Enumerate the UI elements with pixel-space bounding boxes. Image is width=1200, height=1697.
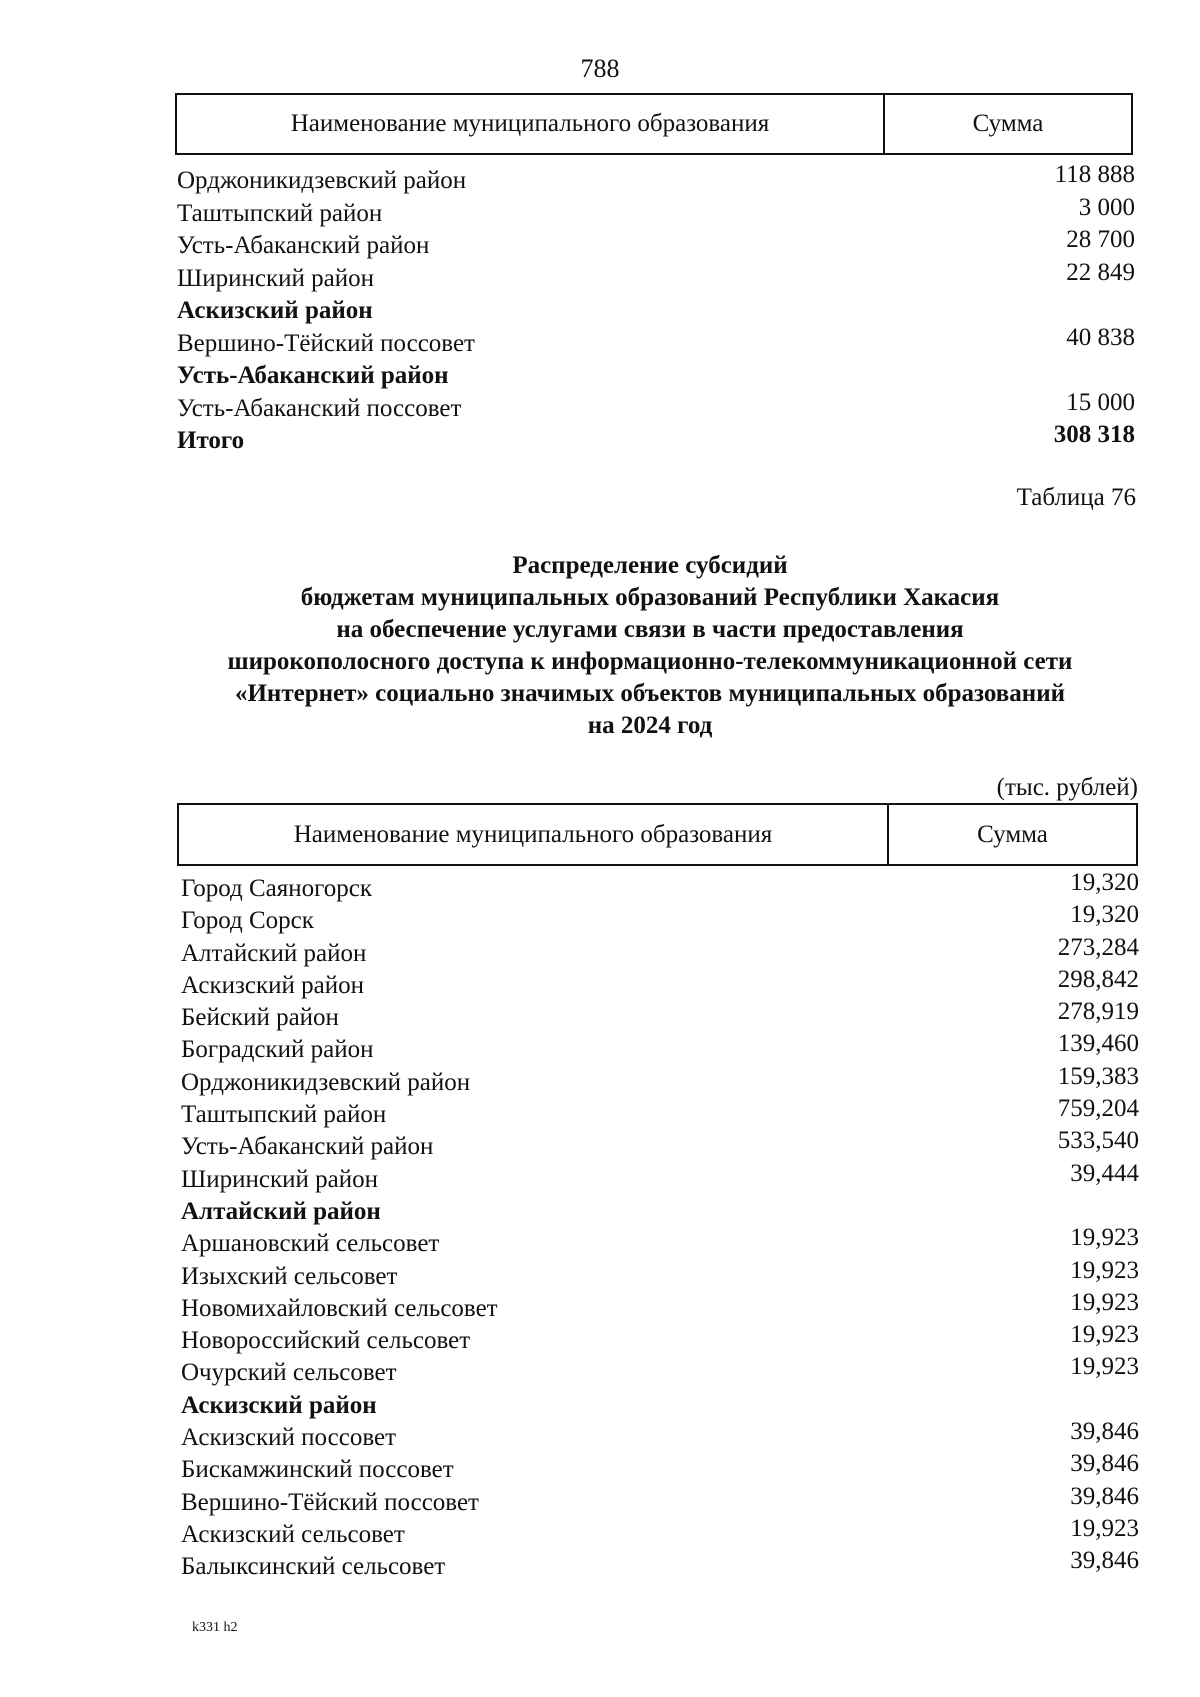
table-row: [177, 195, 1135, 228]
title-line: Распределение субсидий: [512, 552, 788, 579]
row-value: 39,846: [1070, 1450, 1139, 1478]
row-value: 39,846: [1070, 1418, 1139, 1446]
row-value: 273,284: [1057, 933, 1139, 961]
row-name: Город Сорск: [181, 907, 314, 935]
table-row: [177, 325, 1135, 358]
table75-header: [175, 93, 1133, 155]
row-value: 15 000: [1066, 388, 1135, 416]
table-row: [181, 1548, 1139, 1580]
row-name: Аскизский район: [177, 297, 373, 324]
table-row: [177, 162, 1135, 195]
row-name: Орджоникидзевский район: [181, 1068, 471, 1096]
table-row: [181, 1354, 1139, 1386]
table-row: [181, 1484, 1139, 1516]
table-row: [181, 1161, 1139, 1193]
table76-rows: [181, 870, 1139, 1581]
row-name: Аскизский район: [181, 971, 365, 999]
total-row: [177, 422, 1135, 455]
row-value: 19,320: [1070, 869, 1139, 896]
row-name: Аскизский сельсовет: [181, 1520, 405, 1548]
row-value: 19,923: [1070, 1353, 1139, 1381]
title-line: бюджетам муниципальных образований Республики Хакасия: [300, 584, 1000, 611]
table-row: [181, 1225, 1139, 1257]
row-name: Изыхский сельсовет: [181, 1262, 398, 1290]
row-value: 19,320: [1070, 901, 1139, 929]
table-row: [181, 1128, 1139, 1160]
row-name: Новороссийский сельсовет: [181, 1327, 471, 1355]
page-number: 788: [580, 54, 620, 83]
row-value: 39,846: [1070, 1547, 1139, 1575]
table-row: [181, 1451, 1139, 1483]
row-value: 19,923: [1070, 1288, 1139, 1316]
row-name: Боградский район: [181, 1036, 374, 1064]
row-value: 39,444: [1070, 1159, 1139, 1187]
row-value: 298,842: [1057, 965, 1139, 993]
row-name: Усть-Абаканский район: [181, 1133, 434, 1161]
group-heading: [181, 1387, 1139, 1419]
title-line: широкополосного доступа к информационно-телекоммуникационной сети: [227, 648, 1073, 675]
table76-header-sum: Сумма: [977, 820, 1048, 848]
row-name: Бискамжинский поссовет: [181, 1456, 454, 1484]
table75-rows: [177, 162, 1135, 455]
table-row: [181, 1516, 1139, 1548]
row-name: Вершино-Тёйский поссовет: [177, 329, 475, 357]
table-row: [181, 967, 1139, 999]
row-value: 759,204: [1057, 1095, 1139, 1123]
title-line: на обеспечение услугами связи в части предоставления: [336, 616, 964, 643]
table75-header-name: Наименование муниципального образования: [177, 95, 885, 153]
row-value: 19,923: [1070, 1514, 1139, 1542]
row-name: Алтайский район: [181, 939, 367, 967]
table-row: [177, 390, 1135, 423]
group-heading: [177, 357, 1135, 390]
table-row: [181, 1064, 1139, 1096]
units-label: (тыс. рублей): [996, 774, 1138, 801]
row-value: 139,460: [1057, 1030, 1139, 1058]
row-name: Итого: [177, 427, 245, 454]
table-row: [181, 999, 1139, 1031]
table-row: [181, 870, 1139, 902]
table-row: [181, 1096, 1139, 1128]
table76-header-name: Наименование муниципального образования: [179, 805, 889, 864]
row-name: Усть-Абаканский район: [177, 362, 449, 389]
row-name: Аскизский район: [181, 1391, 377, 1419]
row-name: Алтайский район: [181, 1197, 381, 1225]
table-row: [181, 1031, 1139, 1063]
table-row: [181, 935, 1139, 967]
row-value: 39,846: [1070, 1482, 1139, 1510]
row-value: 28 700: [1066, 226, 1135, 253]
row-value: 19,923: [1070, 1256, 1139, 1284]
table-row: [177, 260, 1135, 293]
row-value: 278,919: [1057, 998, 1139, 1026]
row-value: 40 838: [1066, 323, 1135, 351]
table-label: Таблица 76: [1016, 484, 1136, 511]
table-row: [181, 1419, 1139, 1451]
row-value: 3 000: [1078, 193, 1135, 221]
group-heading: [181, 1193, 1139, 1225]
row-name: Орджоникидзевский район: [177, 167, 467, 194]
row-name: Вершино-Тёйский поссовет: [181, 1488, 479, 1516]
row-name: Очурский сельсовет: [181, 1359, 397, 1387]
row-value: 308 318: [1053, 421, 1135, 448]
table75-header-sum: Сумма: [972, 110, 1044, 137]
title-line: «Интернет» социально значимых объектов муниципальных образований: [234, 680, 1066, 707]
table76-title: [160, 550, 1140, 742]
table76-header: [177, 803, 1138, 866]
row-name: Новомихайловский сельсовет: [181, 1294, 498, 1322]
row-value: 159,383: [1057, 1062, 1139, 1090]
row-name: Таштыпский район: [177, 199, 383, 227]
row-value: 19,923: [1070, 1321, 1139, 1349]
table-row: [181, 1290, 1139, 1322]
row-value: 22 849: [1066, 258, 1135, 286]
row-value: 118 888: [1054, 161, 1135, 188]
row-name: Ширинский район: [181, 1165, 378, 1193]
table-row: [181, 902, 1139, 934]
table-row: [181, 1322, 1139, 1354]
footer-code: k331 h2: [192, 1620, 238, 1635]
row-name: Балыксинский сельсовет: [181, 1553, 446, 1581]
row-name: Ширинский район: [177, 264, 374, 292]
table-row: [181, 1258, 1139, 1290]
row-name: Аршановский сельсовет: [181, 1230, 440, 1258]
row-name: Аскизский поссовет: [181, 1424, 397, 1452]
row-name: Город Саяногорск: [181, 875, 373, 902]
table-row: [177, 227, 1135, 260]
row-name: Бейский район: [181, 1004, 339, 1032]
title-line: на 2024 год: [587, 712, 713, 739]
row-name: Таштыпский район: [181, 1101, 387, 1129]
row-value: 19,923: [1070, 1224, 1139, 1252]
row-name: Усть-Абаканский поссовет: [177, 394, 462, 422]
row-value: 533,540: [1057, 1127, 1139, 1155]
group-heading: [177, 292, 1135, 325]
row-name: Усть-Абаканский район: [177, 232, 430, 259]
